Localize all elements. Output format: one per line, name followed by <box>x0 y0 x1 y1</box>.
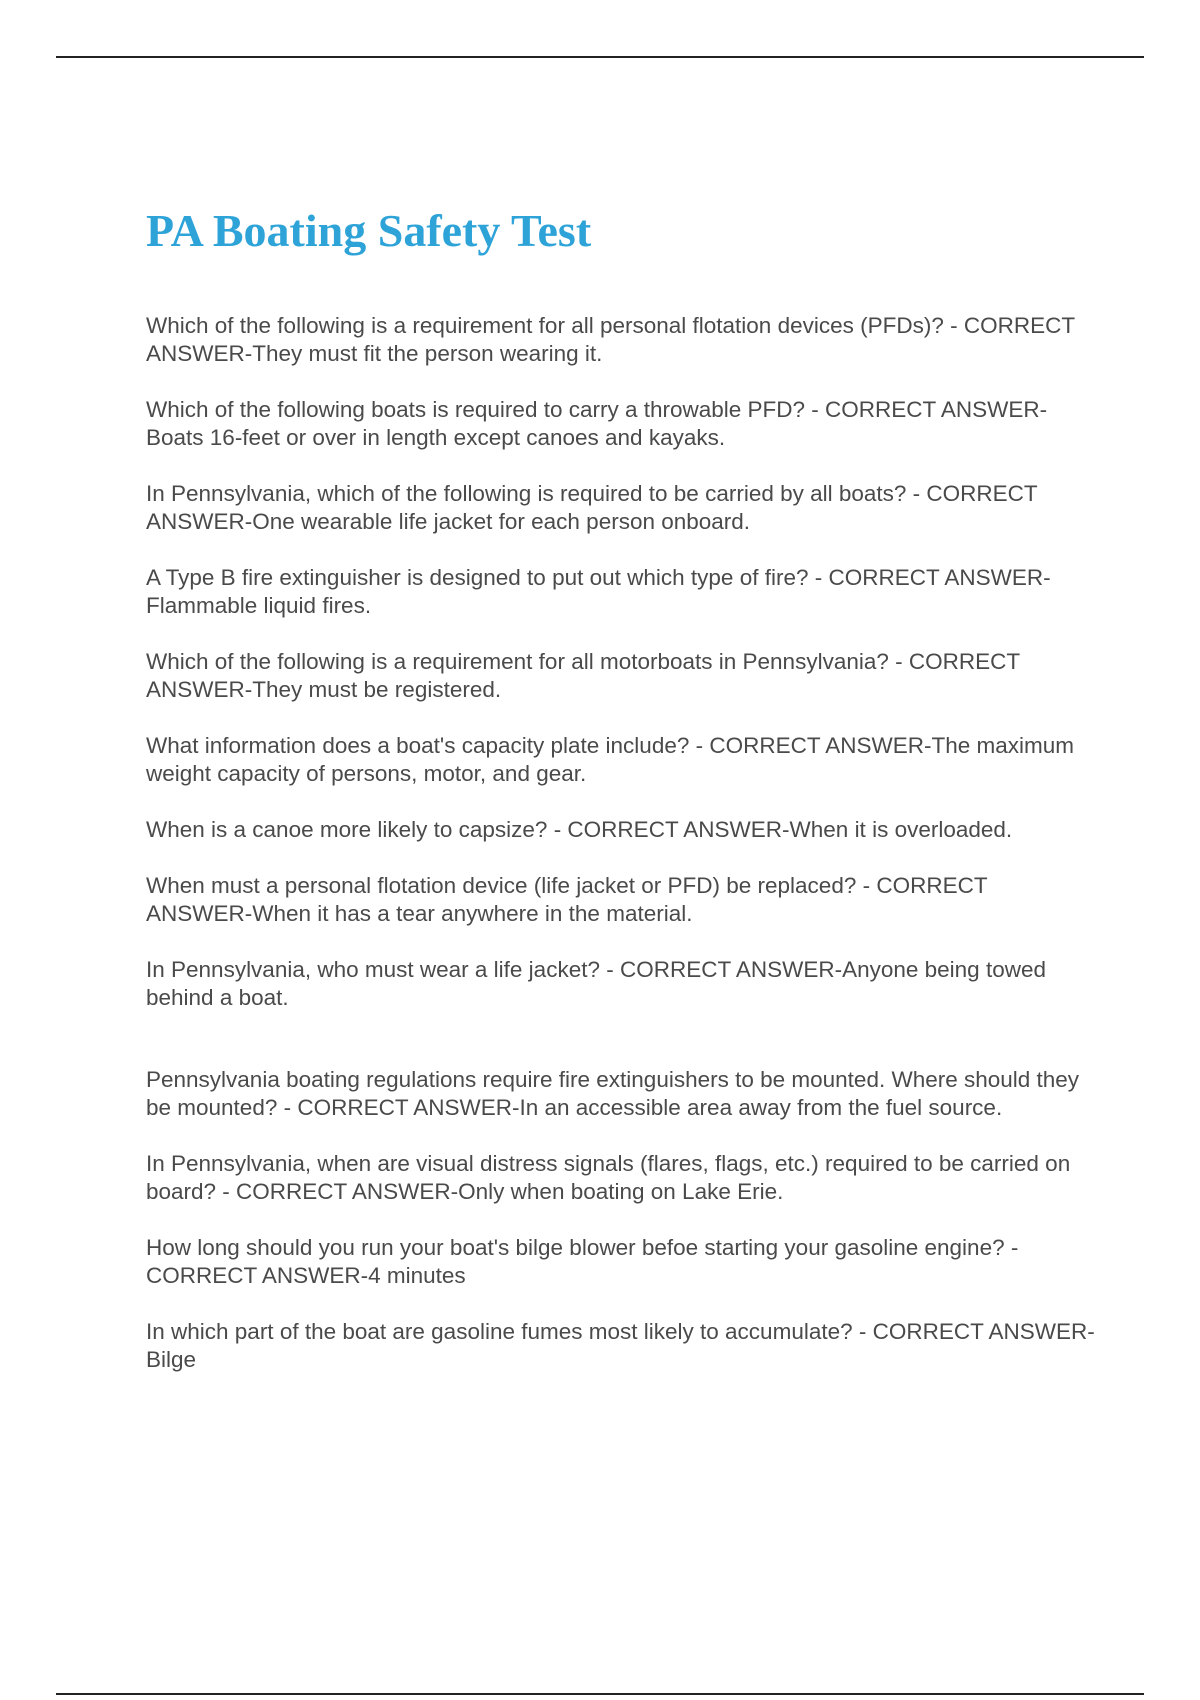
qa-item-11: In Pennsylvania, when are visual distress signals (flares, flags, etc.) required to be carried on board? - CORRECT ANSWER-Only when boating on Lake Erie. <box>146 1151 1071 1204</box>
qa-item-1: Which of the following is a requirement for all personal flotation devices (PFDs)? - CORRECT ANSWER-They must fit the person wearing it. <box>146 313 1075 366</box>
qa-item-3: In Pennsylvania, which of the following is required to be carried by all boats? - CORRECT ANSWER-One wearable life jacket for each person onboard. <box>146 481 1038 534</box>
qa-item-10: Pennsylvania boating regulations require fire extinguishers to be mounted. Where should they be mounted? - CORRECT ANSWER-In an accessible area away from the fuel source. <box>146 1067 1080 1120</box>
qa-item-13: In which part of the boat are gasoline fumes most likely to accumulate? - CORRECT ANSWER-Bilge <box>146 1319 1095 1372</box>
qa-item-9: In Pennsylvania, who must wear a life jacket? - CORRECT ANSWER-Anyone being towed behind a boat. <box>146 957 1046 1010</box>
qa-item-5: Which of the following is a requirement for all motorboats in Pennsylvania? - CORRECT ANSWER-They must be registered. <box>146 649 1020 702</box>
qa-item-2: Which of the following boats is required to carry a throwable PFD? - CORRECT ANSWER-Boats 16-feet or over in length except canoes and kayaks. <box>146 397 1048 450</box>
qa-item-7: When is a canoe more likely to capsize? - CORRECT ANSWER-When it is overloaded. <box>146 817 1013 842</box>
qa-item-4: A Type B fire extinguisher is designed to put out which type of fire? - CORRECT ANSWER-Flammable liquid fires. <box>146 565 1051 618</box>
page-title: PA Boating Safety Test <box>146 205 592 256</box>
qa-item-8: When must a personal flotation device (life jacket or PFD) be replaced? - CORRECT ANSWER-When it has a tear anywhere in the material. <box>146 873 988 926</box>
top-divider <box>56 56 1144 58</box>
bottom-divider <box>56 1693 1144 1695</box>
qa-list <box>146 312 1096 1402</box>
qa-item-6: What information does a boat's capacity plate include? - CORRECT ANSWER-The maximum weight capacity of persons, motor, and gear. <box>146 733 1074 786</box>
qa-item-12: How long should you run your boat's bilge blower befoe starting your gasoline engine? - CORRECT ANSWER-4 minutes <box>146 1235 1019 1288</box>
